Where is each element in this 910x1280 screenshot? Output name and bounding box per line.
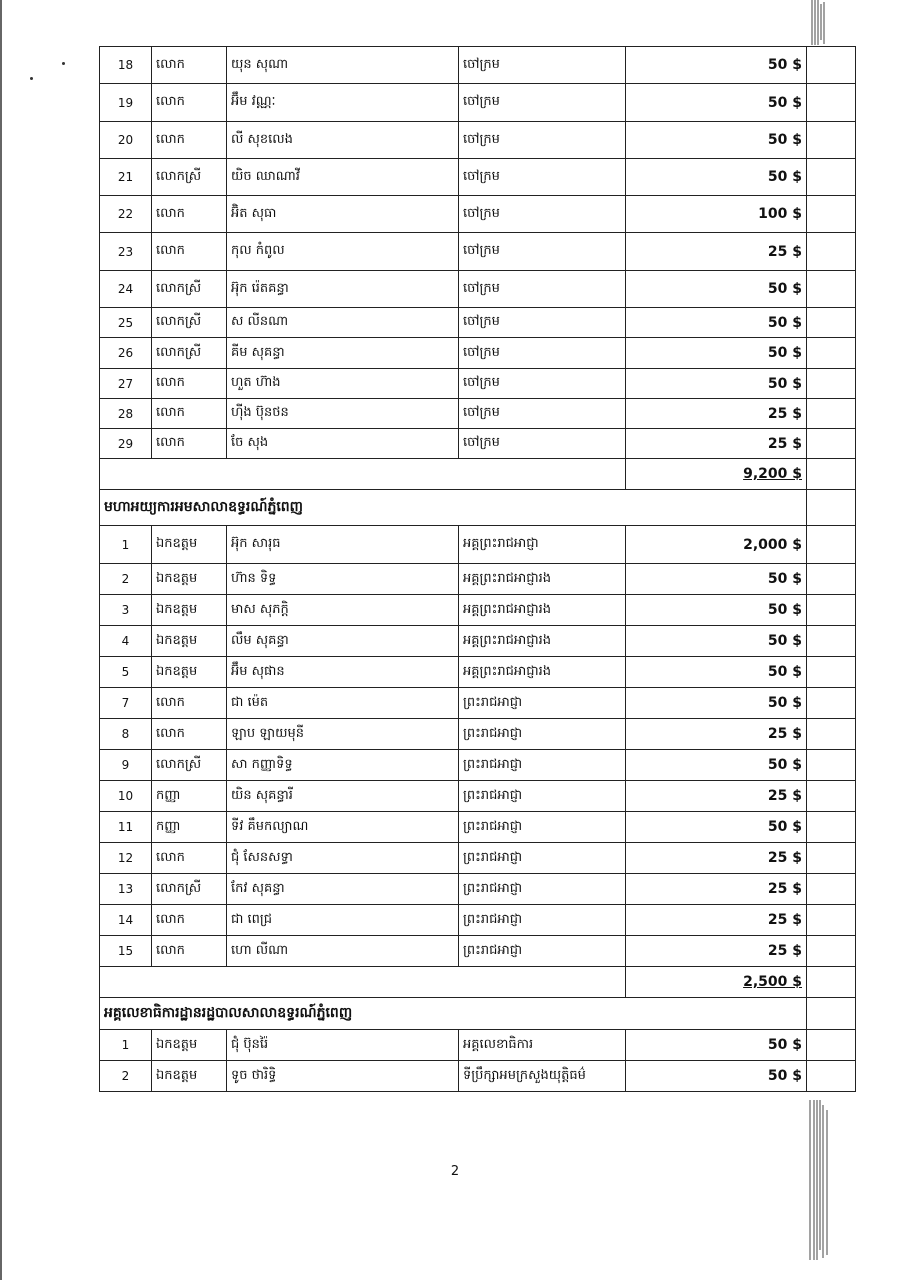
honorific: ឯកឧត្តម <box>152 1030 227 1061</box>
amount: 50 $ <box>626 369 807 399</box>
honorific: ឯកឧត្តម <box>152 626 227 657</box>
table-row <box>100 399 856 429</box>
row-number: 10 <box>100 781 152 812</box>
person-name: ហោ លីណា <box>227 936 459 967</box>
honorific: លោកស្រី <box>152 159 227 196</box>
position: ចៅក្រម <box>459 47 626 84</box>
table-row <box>100 595 856 626</box>
amount: 50 $ <box>626 122 807 159</box>
position: ព្រះរាជអាជ្ញា <box>459 688 626 719</box>
honorific: លោក <box>152 688 227 719</box>
subtotal-amount <box>626 967 807 998</box>
amount: 50 $ <box>626 308 807 338</box>
row-number: 22 <box>100 196 152 233</box>
position: ព្រះរាជអាជ្ញា <box>459 781 626 812</box>
subtotal-row <box>100 967 856 998</box>
honorific: កញ្ញា <box>152 781 227 812</box>
row-number: 25 <box>100 308 152 338</box>
scan-edge-artifacts <box>806 0 836 1280</box>
honorific: លោក <box>152 196 227 233</box>
amount: 25 $ <box>626 719 807 750</box>
honorific: ឯកឧត្តម <box>152 595 227 626</box>
person-name: ហ៊ីង ប៊ុនថន <box>227 399 459 429</box>
table-row <box>100 812 856 843</box>
amount: 50 $ <box>626 564 807 595</box>
subtotal-value: 9,200 $ <box>743 466 802 482</box>
honorific: លោក <box>152 122 227 159</box>
honorific: លោក <box>152 84 227 122</box>
amount: 50 $ <box>626 812 807 843</box>
amount: 25 $ <box>626 399 807 429</box>
position: ចៅក្រម <box>459 429 626 459</box>
honorific: លោក <box>152 936 227 967</box>
row-number: 5 <box>100 657 152 688</box>
person-name: គីម សុគន្ធា <box>227 338 459 369</box>
table-row <box>100 1061 856 1092</box>
scan-speck <box>30 77 33 80</box>
amount: 50 $ <box>626 338 807 369</box>
row-number: 21 <box>100 159 152 196</box>
person-name: ជុំ សែនសទ្ធា <box>227 843 459 874</box>
amount: 25 $ <box>626 936 807 967</box>
section-heading: អគ្គលេខាធិការដ្ឋានរដ្ឋបាលសាលាឧទ្ធរណ៍ភ្នំពេញ <box>100 998 807 1030</box>
row-number: 27 <box>100 369 152 399</box>
subtotal-spacer <box>100 459 626 490</box>
table-row <box>100 122 856 159</box>
row-number: 11 <box>100 812 152 843</box>
person-name: ជា ពេជ្រ <box>227 905 459 936</box>
honorific: លោក <box>152 399 227 429</box>
row-number: 18 <box>100 47 152 84</box>
amount: 50 $ <box>626 84 807 122</box>
position: ព្រះរាជអាជ្ញា <box>459 936 626 967</box>
honorific: លោក <box>152 905 227 936</box>
position: ព្រះរាជអាជ្ញា <box>459 843 626 874</box>
position: អគ្គព្រះរាជអាជ្ញា <box>459 526 626 564</box>
amount: 50 $ <box>626 750 807 781</box>
person-name: យុន សុណា <box>227 47 459 84</box>
position: ចៅក្រម <box>459 308 626 338</box>
position: អគ្គព្រះរាជអាជ្ញារង <box>459 657 626 688</box>
row-number: 26 <box>100 338 152 369</box>
row-number: 1 <box>100 526 152 564</box>
table-row <box>100 369 856 399</box>
honorific: ឯកឧត្តម <box>152 657 227 688</box>
row-number: 15 <box>100 936 152 967</box>
table-row <box>100 338 856 369</box>
person-name: ទូច ថារិទ្ធិ <box>227 1061 459 1092</box>
person-name: អ៊ឹម វណ្ណៈ <box>227 84 459 122</box>
row-number: 13 <box>100 874 152 905</box>
row-number: 14 <box>100 905 152 936</box>
honorific: ឯកឧត្តម <box>152 564 227 595</box>
person-name: មាស សុភក្តិ <box>227 595 459 626</box>
amount: 50 $ <box>626 1061 807 1092</box>
amount: 25 $ <box>626 843 807 874</box>
table-row <box>100 271 856 308</box>
table-row <box>100 526 856 564</box>
subtotal-amount <box>626 459 807 490</box>
honorific: លោក <box>152 47 227 84</box>
row-number: 9 <box>100 750 152 781</box>
row-number: 28 <box>100 399 152 429</box>
table-row <box>100 905 856 936</box>
person-name: លឹម សុគន្ធា <box>227 626 459 657</box>
amount: 50 $ <box>626 271 807 308</box>
person-name: ជា ម៉េត <box>227 688 459 719</box>
honorific: លោក <box>152 429 227 459</box>
table-row <box>100 843 856 874</box>
person-name: សា កញ្ញាទិទ្ធ <box>227 750 459 781</box>
position: អគ្គព្រះរាជអាជ្ញារង <box>459 626 626 657</box>
honorific: លោក <box>152 843 227 874</box>
position: ព្រះរាជអាជ្ញា <box>459 750 626 781</box>
honorific: លោកស្រី <box>152 874 227 905</box>
section-heading-row <box>100 490 856 526</box>
row-number: 7 <box>100 688 152 719</box>
person-name: ឡាប ឡាយមុនី <box>227 719 459 750</box>
honorific: កញ្ញា <box>152 812 227 843</box>
amount: 25 $ <box>626 874 807 905</box>
table-row <box>100 657 856 688</box>
person-name: យិច ឈាណាវី <box>227 159 459 196</box>
table-row <box>100 159 856 196</box>
table-row <box>100 196 856 233</box>
table-row <box>100 936 856 967</box>
row-number: 3 <box>100 595 152 626</box>
position: អគ្គព្រះរាជអាជ្ញារង <box>459 595 626 626</box>
person-name: ហួត ហ៊ាង <box>227 369 459 399</box>
person-name: អ៊ុក សារុធ <box>227 526 459 564</box>
position: ចៅក្រម <box>459 399 626 429</box>
amount: 25 $ <box>626 781 807 812</box>
position: អគ្គលេខាធិការ <box>459 1030 626 1061</box>
row-number: 2 <box>100 1061 152 1092</box>
subtotal-row <box>100 459 856 490</box>
table-row <box>100 308 856 338</box>
amount: 2,000 $ <box>626 526 807 564</box>
table-row <box>100 781 856 812</box>
table-row <box>100 84 856 122</box>
honorific: លោក <box>152 719 227 750</box>
scan-speck <box>62 62 65 65</box>
position: ចៅក្រម <box>459 84 626 122</box>
person-name: កុល កំពូល <box>227 233 459 271</box>
person-name: អ៊ុក រ៉េតគន្ធា <box>227 271 459 308</box>
subtotal-value: 2,500 $ <box>743 974 802 990</box>
amount: 50 $ <box>626 1030 807 1061</box>
row-number: 24 <box>100 271 152 308</box>
table-row <box>100 874 856 905</box>
honorific: លោក <box>152 233 227 271</box>
section-heading: មហាអយ្យការអមសាលាឧទ្ធរណ៍ភ្នំពេញ <box>100 490 807 526</box>
person-name: ហ៊ាន ទិទ្ធ <box>227 564 459 595</box>
page-number: 2 <box>450 1164 460 1179</box>
donation-table <box>99 46 856 1092</box>
position: ចៅក្រម <box>459 233 626 271</box>
row-number: 1 <box>100 1030 152 1061</box>
person-name: ចែ សុង <box>227 429 459 459</box>
amount: 50 $ <box>626 657 807 688</box>
honorific: ឯកឧត្តម <box>152 526 227 564</box>
amount: 25 $ <box>626 429 807 459</box>
honorific: លោកស្រី <box>152 750 227 781</box>
table-row <box>100 47 856 84</box>
scan-border <box>0 0 2 1280</box>
honorific: ឯកឧត្តម <box>152 1061 227 1092</box>
amount: 50 $ <box>626 595 807 626</box>
amount: 50 $ <box>626 688 807 719</box>
row-number: 19 <box>100 84 152 122</box>
row-number: 23 <box>100 233 152 271</box>
table-row <box>100 688 856 719</box>
honorific: លោកស្រី <box>152 338 227 369</box>
person-name: ទីវ គឹមកល្យាណ <box>227 812 459 843</box>
amount: 25 $ <box>626 233 807 271</box>
position: អគ្គព្រះរាជអាជ្ញារង <box>459 564 626 595</box>
position: ចៅក្រម <box>459 196 626 233</box>
honorific: លោកស្រី <box>152 271 227 308</box>
amount: 50 $ <box>626 47 807 84</box>
amount: 25 $ <box>626 905 807 936</box>
row-number: 8 <box>100 719 152 750</box>
table-row <box>100 429 856 459</box>
row-number: 4 <box>100 626 152 657</box>
row-number: 12 <box>100 843 152 874</box>
row-number: 29 <box>100 429 152 459</box>
honorific: លោកស្រី <box>152 308 227 338</box>
position: ព្រះរាជអាជ្ញា <box>459 905 626 936</box>
row-number: 20 <box>100 122 152 159</box>
honorific: លោក <box>152 369 227 399</box>
amount: 50 $ <box>626 626 807 657</box>
person-name: យិន សុគន្ធារី <box>227 781 459 812</box>
table-row <box>100 564 856 595</box>
position: ព្រះរាជអាជ្ញា <box>459 874 626 905</box>
position: ព្រះរាជអាជ្ញា <box>459 812 626 843</box>
position: ចៅក្រម <box>459 122 626 159</box>
person-name: កែវ សុគន្ធា <box>227 874 459 905</box>
person-name: ជុំ ប៊ុនរ៉ៃ <box>227 1030 459 1061</box>
person-name: អ៊ឹម សុផាន <box>227 657 459 688</box>
amount: 100 $ <box>626 196 807 233</box>
table-row <box>100 719 856 750</box>
position: ទីប្រឹក្សាអមក្រសួងយុត្តិធម៌ <box>459 1061 626 1092</box>
table-row <box>100 1030 856 1061</box>
table-row <box>100 233 856 271</box>
person-name: ស លីនណា <box>227 308 459 338</box>
person-name: អ៊ិត សុធា <box>227 196 459 233</box>
amount: 50 $ <box>626 159 807 196</box>
subtotal-spacer <box>100 967 626 998</box>
table-row <box>100 626 856 657</box>
position: ចៅក្រម <box>459 271 626 308</box>
position: ចៅក្រម <box>459 159 626 196</box>
position: ចៅក្រម <box>459 369 626 399</box>
position: ចៅក្រម <box>459 338 626 369</box>
section-heading-row <box>100 998 856 1030</box>
person-name: លី សុខលេង <box>227 122 459 159</box>
row-number: 2 <box>100 564 152 595</box>
table-row <box>100 750 856 781</box>
position: ព្រះរាជអាជ្ញា <box>459 719 626 750</box>
